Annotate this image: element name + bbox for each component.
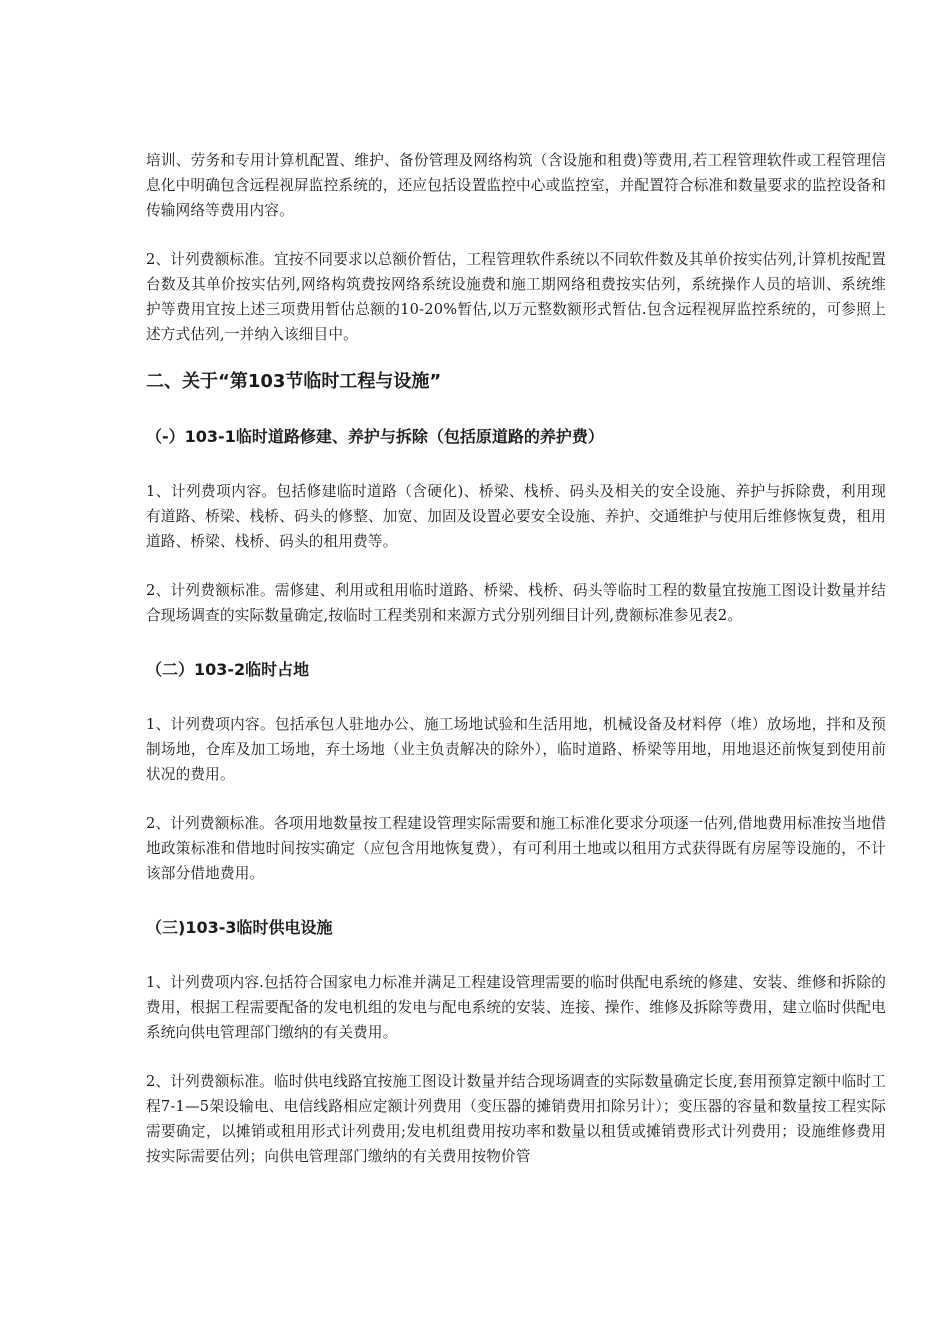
subheading-103-2: （二）103-2临时占地: [146, 660, 310, 679]
paragraph-103-1-content: 1、计列费项内容。包括修建临时道路（含硬化)、桥梁、栈桥、码头及相关的安全设施、养护与拆除费，利用现有道路、桥梁、栈桥、码头的修整、加宽、加固及设置必要安全设施、养护、交通维护与使用后维修恢复费，租用道路、桥梁、栈桥、码头的租用费等。: [146, 483, 886, 550]
section-heading-103: 二、关于“第103节临时工程与设施”: [146, 371, 442, 392]
paragraph-103-2-content: 1、计列费项内容。包括承包人驻地办公、施工场地试验和生活用地，机械设备及材料停（堆）放场地，拌和及预制场地，仓库及加工场地，弃土场地（业主负责解决的除外），临时道路、桥梁等用地，用地退还前恢复到使用前状况的费用。: [146, 716, 886, 783]
paragraph-103-2-standard: 2、计列费额标准。各项用地数量按工程建设管理实际需要和施工标准化要求分项逐一估列,借地费用标准按当地借地政策标准和借地时间按实确定（应包含用地恢复费），有可利用土地或以租用方式获得既有房屋等设施的，不计该部分借地费用。: [146, 815, 886, 882]
paragraph-software-cost-content: 培训、劳务和专用计算机配置、维护、备份管理及网络构筑（含设施和租费)等费用,若工程管理软件或工程管理信息化中明确包含远程视屏监控系统的，还应包括设置监控中心或监控室，并配置符合标准和数量要求的监控设备和传输网络等费用内容。: [146, 152, 886, 219]
paragraph-software-cost-standard: 2、计列费额标准。宜按不同要求以总额价暂估，工程管理软件系统以不同软件数及其单价按实估列,计算机按配置台数及其单价按实估列,网络构筑费按网络系统设施费和施工期网络租费按实估列，系统操作人员的培训、系统维护等费用宜按上述三项费用暂估总额的10-20%暂估,以万元整数额形式暂估.包含远程视屏监控系统的，可参照上述方式估列,一并纳入该细目中。: [146, 251, 886, 343]
paragraph-103-1-standard: 2、计列费额标准。需修建、利用或租用临时道路、桥梁、栈桥、码头等临时工程的数量宜按施工图设计数量并结合现场调查的实际数量确定,按临时工程类别和来源方式分别列细目计列,费额标准参见表2。: [146, 582, 886, 624]
subheading-103-3: （三)103-3临时供电设施: [146, 918, 333, 937]
document-page: [146, 148, 886, 1169]
paragraph-103-3-content: 1、计列费项内容.包括符合国家电力标准并满足工程建设管理需要的临时供配电系统的修建、安装、维修和拆除的费用，根据工程需要配备的发电机组的发电与配电系统的安装、连接、操作、维修及拆除等费用，建立临时供配电系统向供电管理部门缴纳的有关费用。: [146, 974, 886, 1041]
paragraph-103-3-standard: 2、计列费额标准。临时供电线路宜按施工图设计数量并结合现场调查的实际数量确定长度,套用预算定额中临时工程7-1—5架设输电、电信线路相应定额计列费用（变压器的摊销费用扣除另计）；变压器的容量和数量按工程实际需要确定，以摊销或租用形式计列费用;发电机组费用按功率和数量以租赁或摊销费形式计列费用；设施维修费用按实际需要估列；向供电管理部门缴纳的有关费用按物价管: [146, 1073, 886, 1165]
subheading-103-1: （-）103-1临时道路修建、养护与拆除（包括原道路的养护费）: [146, 427, 604, 446]
